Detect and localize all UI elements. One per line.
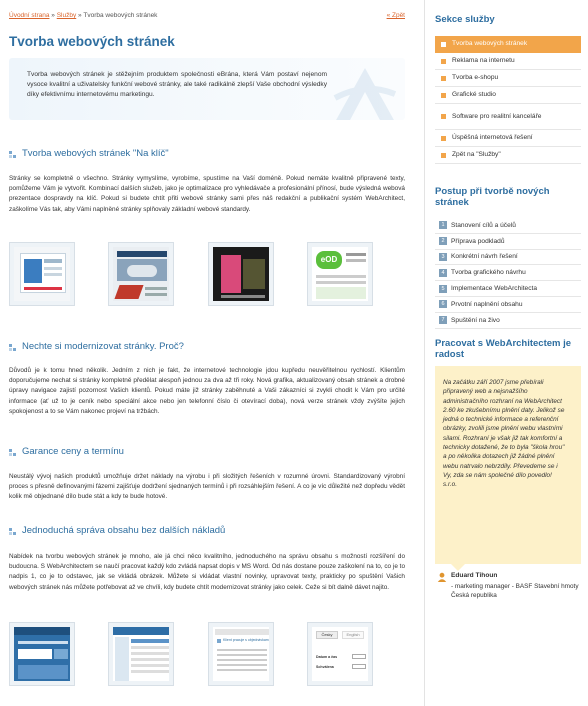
thumb-field-label: Datum a čas — [316, 655, 338, 659]
section-heading — [9, 525, 225, 536]
brand-watermark-icon — [329, 64, 401, 120]
section-text: Důvodů je k tomu hned několik. Jedním z nich je fakt, že internetové technologie jdou kupředu neuvěřitelnou rychlostí. Klientům doporučujeme nechat si stránky kompletně předělat alespoň jednou za dva až tři roky. Nová grafika, aktualizovaný obsah stránek a drobné úpravy navigace zajistí pozornost Vašich klientů. Pokud máte již stránky zaběhnuté a Vaši zákazníci si zvykli chodit k Vám pro určité informace (ať už to je ceník nebo speciální akce nebo jen telefonní číslo či otevírací doba), nová verze stránek vždy zvýšíte jejich spokojenost a to se Vám nakonec projeví na tržbách. — [9, 367, 405, 415]
section-heading-text: Nechte si modernizovat stránky. Proč? — [22, 341, 184, 352]
breadcrumb-services[interactable]: Služby — [56, 12, 77, 19]
breadcrumb-separator: » — [51, 12, 55, 19]
sidebar-item-solutions[interactable] — [435, 130, 581, 147]
step-label: Konkrétní návrh řešení — [451, 253, 518, 261]
sidebar-item-web[interactable] — [435, 36, 581, 53]
sidebar-item-label: Zpět na "Služby" — [452, 151, 501, 158]
step-number-icon: 7 — [439, 316, 447, 324]
back-link[interactable]: « Zpět — [386, 12, 405, 19]
bullet-square-icon — [441, 76, 446, 81]
step-item[interactable] — [435, 281, 581, 297]
intro-text: Tvorba webových stránek je stěžejním produktem společnosti eBrána, která Vám postaví nejenom vysoce kvalitní a uživatelsky funkční webové stránky, ale také radikálně zlepší Vaše obchodní výsledky díky efektivnímu internetovému marketingu. — [27, 71, 327, 98]
services-nav — [435, 36, 581, 164]
section-text: Stránky se kompletně o všechno. Stránky vymyslíme, vyrobíme, spustíme na Vaší doméně. Pokud nemáte kvalitně připravené texty, pomůžeme Vám je vytvořit. Kombinací dalších služeb, jako je optimalizace pro vyhledávače a profesionální přínosí, bude výsledná webová prezentace dospravdy na klíč. Pokud si budete chtít přiti webové stránky sami přes náš redakční a publikační systém WebArchitect, zaškolíme Vás tak, aby Vámi naplněné stránky splňovaly základní webové standardy. — [9, 175, 405, 213]
step-number-icon: 1 — [439, 221, 447, 229]
thumb-tab-en: English — [342, 631, 364, 639]
breadcrumb-home[interactable]: Úvodní strana — [9, 12, 50, 19]
admin-thumbnail-4[interactable] — [307, 622, 373, 686]
sidebar-item-graphics[interactable] — [435, 87, 581, 104]
intro-box — [9, 58, 405, 120]
sidebar-item-label: Úspěšná internetová řešení — [452, 134, 533, 141]
step-item[interactable] — [435, 218, 581, 234]
sidebar-steps-title: Postup při tvorbě nových stránek — [435, 186, 550, 208]
bullet-square-icon — [441, 93, 446, 98]
author-name: Eduard Tihoun — [451, 572, 498, 579]
sidebar-item-label: Tvorba webových stránek — [452, 40, 528, 47]
section-bullet-icon — [9, 449, 16, 456]
web-thumbnail-4[interactable] — [307, 242, 373, 306]
step-label: Spuštění na živo — [451, 316, 500, 324]
step-item[interactable] — [435, 313, 581, 329]
thumb-caption: Klient pracuje s objednávkami — [223, 638, 269, 642]
step-label: Prvotní naplnění obsahu — [451, 300, 523, 308]
sidebar-item-label: Grafické studio — [452, 91, 496, 98]
step-label: Příprava podkladů — [451, 237, 505, 245]
breadcrumb — [9, 12, 405, 19]
steps-list — [435, 218, 581, 329]
thumb-logo-text: eOD — [316, 251, 342, 269]
step-label: Stanovení cílů a účelů — [451, 221, 516, 229]
step-label: Implementace WebArchitecta — [451, 285, 538, 293]
bullet-square-icon — [441, 153, 446, 158]
step-number-icon: 6 — [439, 300, 447, 308]
section-bullet-icon — [9, 528, 16, 535]
breadcrumb-separator: » — [78, 12, 82, 19]
sidebar-item-label: Software pro realitní kanceláře — [452, 112, 542, 120]
bullet-square-icon — [441, 114, 446, 119]
sidebar-item-label: Reklama na internetu — [452, 57, 515, 64]
bullet-square-icon — [441, 42, 446, 47]
section-heading — [9, 446, 124, 457]
sidebar — [424, 0, 588, 706]
web-thumbnail-1[interactable] — [9, 242, 75, 306]
sidebar-item-ads[interactable] — [435, 53, 581, 70]
step-item[interactable] — [435, 265, 581, 281]
web-thumbnail-2[interactable] — [108, 242, 174, 306]
sidebar-item-realty-software[interactable] — [435, 104, 581, 130]
section-heading — [9, 341, 184, 352]
thumbnail-row — [9, 622, 405, 688]
sidebar-item-back[interactable] — [435, 147, 581, 164]
sidebar-item-label: Tvorba e-shopu — [452, 74, 499, 81]
step-number-icon: 4 — [439, 269, 447, 277]
sidebar-services-title: Sekce služby — [435, 14, 495, 25]
section-text: Neustálý vývoj našich produktů umožňuje držet náklady na výrobu i při složitých řešeních v rozumné úrovni. Standardizovaný výrobní proces s přesně definovanými fázemi zajišťuje dodržení sjednaných termínů i při rozsáhlejším řešení. A co je víc důležité než dopředu vědět kolik mě objednané dílo bude stát a kdy te bude hotové. — [9, 473, 405, 501]
page-title: Tvorba webových stránek — [9, 34, 175, 49]
user-icon — [437, 572, 447, 582]
step-item[interactable] — [435, 250, 581, 266]
thumb-field-label: Schválena — [316, 665, 334, 669]
section-bullet-icon — [9, 344, 16, 351]
step-item[interactable] — [435, 234, 581, 250]
author-role: - marketing manager - BASF Stavební hmoty Česká republika — [451, 583, 579, 600]
section-text: Nabídek na tvorbu webových stránek je mnoho, ale já chci něco kvalitního, jednoduchého na správu obsahu s možností rozšíření do budoucna. S WebArchitectem se naučí pracovat každý kdo zvládá napsat dopis v MS Word. Od nás dostane pouze zaškolení na to, co je to nadpis 1, co je to odstavec, jak se vkládá obrázek. Můžete si vkládat vlastní novinky, upravovat texty, prakticky po spuštění Vašich webových stránek nás můžete potřebovat až ve chvíli, kdy budete chtít modernizovat stránky jako celek. Ceže si bít dalně dávet najito. — [9, 553, 405, 591]
sidebar-item-eshop[interactable] — [435, 70, 581, 87]
step-item[interactable] — [435, 297, 581, 313]
admin-thumbnail-1[interactable] — [9, 622, 75, 686]
thumbnail-row — [9, 242, 405, 308]
section-heading-text: Jednoduchá správa obsahu bez dalších nákladů — [22, 525, 226, 536]
step-number-icon: 3 — [439, 253, 447, 261]
admin-thumbnail-2[interactable] — [108, 622, 174, 686]
testimonial-box — [435, 366, 581, 564]
step-number-icon: 2 — [439, 237, 447, 245]
web-thumbnail-3[interactable] — [208, 242, 274, 306]
section-heading — [9, 148, 169, 159]
testimonial-text: Na začátku září 2007 jsme přebírali připravený web a nejsnažšího administračního rozhraní na WebArchitect 2.60 ke zkušebnímu plnění daty. Jelikož se jedná o technické informace a referenční obrázky, zvolili jsme plnění webu vlastními silami. Rozhraní je však již tak komfortní a technicky dotažené, že to byla "škola hrou" a po několika dotazech již žádné plnění webu natrvalo nebrzdily. Převedeme se i Vy, zda se nám společné dílo povedlo! s.r.o. — [443, 379, 565, 489]
bullet-square-icon — [441, 59, 446, 64]
section-heading-text: Tvorba webových stránek "Na klíč" — [22, 148, 169, 159]
thumb-tab-cz: Česky — [316, 631, 338, 639]
sidebar-quote-title: Pracovat s WebArchitectem je radost — [435, 338, 572, 360]
section-heading-text: Garance ceny a termínu — [22, 446, 124, 457]
bullet-square-icon — [441, 136, 446, 141]
step-number-icon: 5 — [439, 285, 447, 293]
section-bullet-icon — [9, 151, 16, 158]
admin-thumbnail-3[interactable] — [208, 622, 274, 686]
speech-pointer-icon — [451, 564, 465, 571]
breadcrumb-current: Tvorba webových stránek — [83, 12, 158, 19]
step-label: Tvorba grafického návrhu — [451, 269, 526, 277]
